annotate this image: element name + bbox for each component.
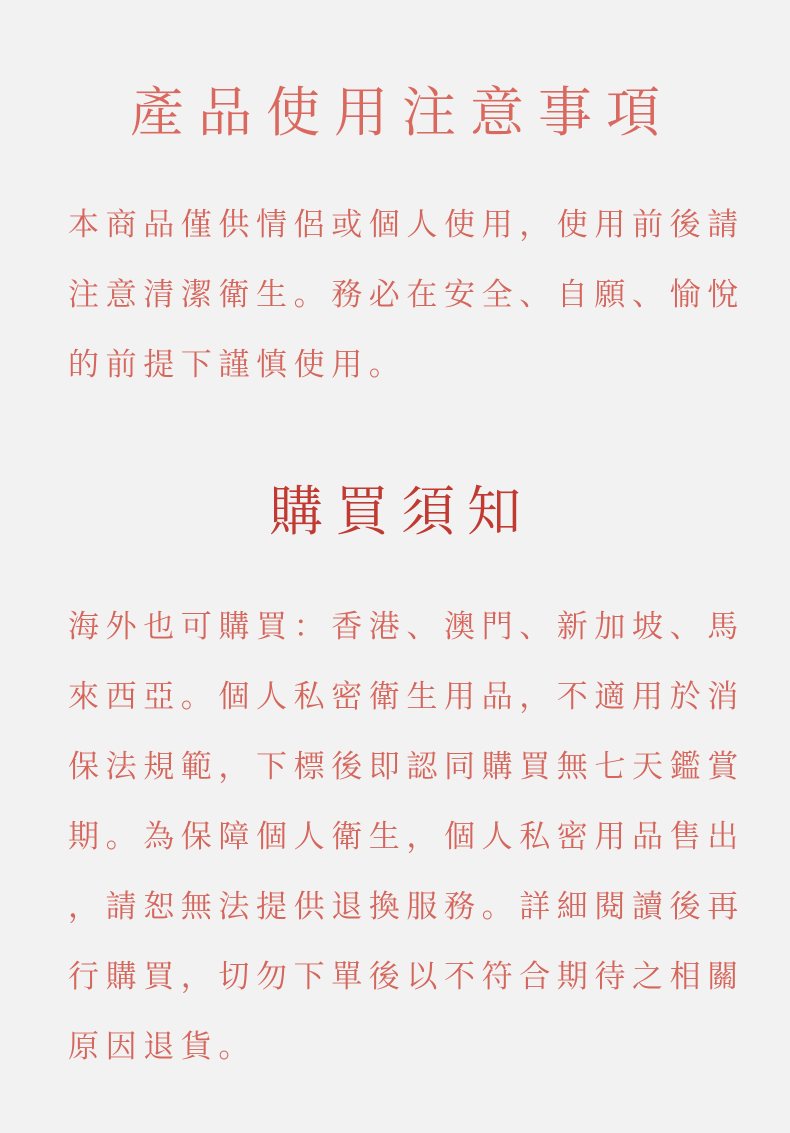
purchase-notice-line: 原因退貨。 bbox=[68, 1029, 256, 1065]
purchase-notice-line: ，請恕無法提供退換服務。詳細閱讀後再 bbox=[68, 889, 745, 925]
purchase-notice-line: 行購買，切勿下單後以不符合期待之相關 bbox=[68, 959, 745, 995]
purchase-notice-line: 來西亞。個人私密衛生用品，不適用於消 bbox=[68, 679, 745, 715]
purchase-notice-title: 購買須知 bbox=[269, 480, 533, 543]
purchase-notice-text bbox=[68, 592, 745, 1082]
purchase-notice-line: 保法規範，下標後即認同購買無七天鑑賞 bbox=[68, 749, 745, 785]
purchase-notice-line: 期。為保障個人衛生，個人私密用品售出 bbox=[68, 819, 745, 855]
usage-notice-line: 本商品僅供情侶或個人使用，使用前後請 bbox=[68, 207, 745, 243]
usage-notice-title: 產品使用注意事項 bbox=[130, 81, 674, 144]
usage-notice-line: 的前提下謹慎使用。 bbox=[68, 347, 407, 383]
usage-notice-line: 注意清潔衛生。務必在安全、自願、愉悅 bbox=[68, 277, 745, 313]
usage-notice-text bbox=[68, 190, 745, 400]
purchase-notice-line: 海外也可購買：香港、澳門、新加坡、馬 bbox=[68, 609, 745, 645]
